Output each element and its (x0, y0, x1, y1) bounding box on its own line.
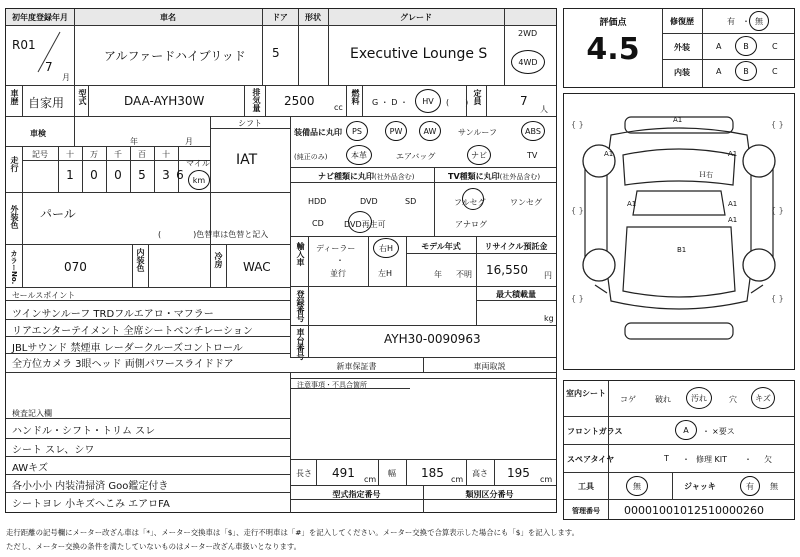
interior-seat-label: 室内シート (566, 389, 606, 398)
displacement: 2500 (284, 94, 315, 108)
equipment-sublabel: (純正のみ) (294, 153, 328, 161)
int-grade-c: C (772, 67, 778, 76)
height-value: 195 (507, 466, 530, 480)
damage-mark: A1 (604, 150, 614, 158)
mileage-col-10: 十 (66, 150, 74, 159)
capacity-unit: 人 (540, 105, 548, 114)
max-load-label: 最大積載量 (496, 290, 536, 299)
svg-text:{ }: { } (571, 294, 584, 303)
mileage-col-10000: 万 (90, 150, 98, 159)
recycle-unit: 円 (544, 271, 552, 280)
windshield-label: フロントガラス (567, 427, 623, 436)
mgmt-label: 管理番号 (572, 507, 600, 515)
mileage-km-circle (188, 170, 210, 190)
drive-2wd: 2WD (518, 29, 538, 38)
inspector-label: 検査記入欄 (12, 409, 52, 418)
color-no: 070 (64, 260, 87, 274)
sales-line: JBLサウンド 禁煙車 レーダークルーズコントロール (12, 343, 243, 354)
spare-kit: 修理 KIT (696, 455, 728, 464)
capacity-label: 定員 (473, 89, 482, 105)
mileage-col-1000: 千 (114, 150, 122, 159)
ext-grade-b-circle (735, 36, 757, 56)
ac-value: WAC (243, 260, 271, 274)
seat-burn: コゲ (620, 395, 636, 404)
chassis-no: AYH30-0090963 (384, 332, 481, 346)
damage-mark: A1 (673, 116, 683, 124)
sales-line: ツインサンルーフ TRDフルエアロ・マフラー (12, 309, 214, 320)
mileage-col-100: 百 (138, 150, 146, 159)
navi-cd: CD (312, 219, 324, 228)
windshield-x: ×要ス (712, 427, 735, 436)
repair-label: 修復歴 (670, 17, 694, 26)
equip-tv: TV (527, 151, 538, 160)
color-no-label: カラーNo. (10, 250, 18, 285)
equip-airbag: エアバッグ (396, 152, 436, 161)
type-no-label: 型式指定番号 (332, 490, 381, 499)
seat-stain-circle (686, 387, 712, 409)
equip-aw: AW (419, 121, 441, 141)
cc-unit: cc (334, 103, 343, 112)
reg-month: 7 (45, 60, 53, 74)
jack-yes-circle (740, 476, 760, 496)
mileage-col-symbol: 記号 (32, 150, 48, 159)
jack-yes: 有 (746, 481, 754, 491)
reg-no-label: 登録番号 (296, 290, 305, 322)
era-year: R01 (12, 38, 36, 52)
displacement-label: 排気量 (252, 88, 261, 112)
damage-mark: B1 (677, 246, 687, 254)
fuel-label: 燃料 (351, 89, 360, 105)
footer-note-2: ただし、メーター交換の条件を満たしていないものはメーター改ざん車扱いとなります。 (6, 542, 302, 551)
inspector-line: シートヨレ 小キズへこみ エアロFA (12, 499, 170, 510)
spare-tire-label: スペアタイヤ (567, 455, 615, 464)
inspector-line: AWキズ (12, 463, 48, 474)
shift-value: IAT (236, 152, 258, 168)
tv-label: TV種類に丸印(社外品含む) (448, 172, 541, 181)
repair-none: 無 (755, 16, 763, 26)
reg-year-label: 初年度登録年月 (12, 13, 68, 22)
equip-ps: PS (346, 121, 368, 141)
svg-text:{ }: { } (571, 206, 584, 215)
inspection-label: 車検 (30, 129, 46, 138)
damage-mark: Ｈ右 (699, 171, 713, 179)
model-year-unit: 年 (434, 270, 442, 279)
door-label: ドア (272, 13, 288, 22)
navi-dvd: DVD (360, 197, 378, 206)
footer-note-1: 走行距離の記号欄にメーター改ざん車は「*」、メーター交換車は「$」、走行不明車は「#」を記入してください。メーター交換で合算表示した場合にも「$」を記入します。 (6, 528, 579, 537)
capacity: 7 (520, 94, 528, 108)
sales-label: セールスポイント (12, 291, 76, 300)
inspection-year-unit: 年 (130, 137, 138, 146)
import-dot: ・ (336, 256, 344, 265)
color-label: 外装色 (10, 205, 19, 229)
mileage-digit: 0 (114, 168, 122, 182)
model-code: DAA-AYH30W (124, 94, 205, 108)
svg-text:{ }: { } (771, 294, 784, 303)
ext-grade-c: C (772, 42, 778, 51)
car-name-label: 車名 (160, 13, 176, 22)
jack-none: 無 (770, 482, 778, 491)
exterior-label: 外装 (674, 43, 690, 52)
width-unit: cm (451, 475, 464, 484)
int-grade-b: B (743, 66, 749, 76)
fuel-options: G ・ D ・ (372, 98, 408, 107)
repair-dot: ・ (742, 17, 750, 26)
ext-grade-a: A (716, 42, 722, 51)
fuel-hv-circle (415, 89, 441, 113)
use-value: 自家用 (28, 96, 65, 110)
tools-label: 工具 (578, 482, 594, 491)
spare-t: T (664, 454, 669, 463)
car-name: アルファードハイブリッド (104, 49, 246, 63)
width-label: 幅 (388, 469, 396, 478)
max-load-unit: kg (544, 314, 554, 323)
recycle-value: 16,550 (486, 263, 528, 277)
navi-hdd: HDD (308, 197, 327, 206)
model-year-label: モデル年式 (421, 242, 461, 251)
jack-label: ジャッキ (684, 482, 716, 491)
doors: 5 (272, 46, 280, 60)
score-label: 評価点 (599, 18, 627, 28)
inspection-month-unit: 月 (185, 137, 193, 146)
tv-oneseg: ワンセグ (510, 198, 542, 207)
model-label: 型式 (78, 89, 87, 105)
new-car-warranty: 新車保証書 (336, 362, 377, 371)
navi-label: ナビ種類に丸印(社外品含む) (318, 172, 415, 181)
equip-abs: ABS (521, 121, 545, 141)
length-value: 491 (332, 466, 355, 480)
fuel-paren: ( ) (446, 98, 469, 107)
car-outline (565, 95, 793, 368)
seat-hole: 穴 (729, 395, 737, 404)
body-shape-label: 形状 (305, 13, 321, 22)
damage-mark: A1 (627, 200, 637, 208)
tools-none-circle (626, 476, 648, 496)
import-dealer: ディーラー (316, 244, 356, 253)
shift-label: シフト (238, 119, 262, 128)
repair-none-circle (749, 11, 769, 31)
equipment-label: 装備品に丸印 (294, 128, 342, 137)
windshield-dot: ・ (702, 427, 710, 436)
int-grade-a: A (716, 67, 722, 76)
seat-tear: 破れ (655, 395, 671, 404)
reg-month-unit: 月 (62, 73, 70, 82)
color-note: ( )色替車は色替と記入 (158, 230, 269, 239)
import-left-h: 左H (378, 269, 393, 278)
car-manual: 車両取説 (473, 362, 506, 371)
class-no-label: 類別区分番号 (465, 490, 514, 499)
mileage-digit: 5 (138, 168, 146, 182)
navi-dvd-play-circle (348, 211, 372, 233)
import-right-h-circle (373, 238, 399, 258)
mileage-col-mile: マイル (186, 159, 210, 168)
mileage-digit: 1 (66, 168, 74, 182)
grade: Executive Lounge S (350, 46, 488, 62)
spare-none: 欠 (764, 455, 772, 464)
height-unit: cm (540, 475, 553, 484)
drive-4wd: 4WD (518, 57, 538, 67)
mileage-unit: km (192, 175, 206, 185)
tv-fullseg: フルセグ (454, 198, 486, 207)
equip-leather: 本革 (346, 145, 372, 165)
svg-text:{ }: { } (771, 120, 784, 129)
chassis-label: 車台番号 (296, 328, 305, 360)
tools-none: 無 (633, 481, 641, 491)
inspector-line: ハンドル・シフト・トリム スレ (12, 426, 156, 437)
model-year-unknown: 不明 (456, 270, 472, 279)
equip-sunroof: サンルーフ (458, 128, 497, 137)
fuel-selected: HV (422, 96, 434, 106)
interior-label: 内装 (674, 68, 690, 77)
int-grade-b-circle (735, 61, 757, 81)
interior-color-label: 内装色 (136, 248, 145, 272)
svg-text:{ }: { } (771, 206, 784, 215)
color-value: パール (40, 207, 76, 221)
inspector-line: 各小小小 内装清掃済 Goo鑑定付き (12, 481, 169, 492)
score-value: 4.5 (586, 32, 640, 67)
windshield-a-circle (675, 420, 697, 440)
sales-line: 全方位カメラ 3眼ヘッド 両側パワースライドドア (12, 359, 234, 370)
use-label: 車歴 (10, 89, 19, 105)
mileage-col-ten: 十 (162, 150, 170, 159)
notes-label: 注意事項・不具合箇所 (297, 381, 367, 389)
seat-scratch-circle (751, 387, 775, 409)
import-label: 輸入車 (296, 242, 305, 266)
height-label: 高さ (472, 469, 488, 478)
import-parallel: 並行 (330, 269, 346, 278)
equip-navi: ナビ (467, 145, 491, 165)
grade-label: グレード (400, 13, 432, 22)
ac-label: 冷房 (214, 252, 223, 268)
repair-yes: 有 (727, 17, 735, 26)
mgmt-value: 00001001012510000260 (624, 504, 764, 517)
drive-4wd-circle (511, 50, 545, 74)
damage-mark: A1 (728, 150, 738, 158)
width-value: 185 (421, 466, 444, 480)
svg-text:{ }: { } (571, 120, 584, 129)
damage-mark: A1 (728, 216, 738, 224)
mileage-digit: 6 (176, 168, 184, 182)
length-unit: cm (364, 475, 377, 484)
windshield-a: A (683, 425, 689, 435)
damage-mark: A1 (728, 200, 738, 208)
sales-line: リアエンターテイメント 全席シートベンチレーション (12, 326, 253, 337)
tv-fullseg-circle (462, 188, 484, 210)
seat-stain: 汚れ (691, 393, 707, 403)
navi-dvd-play: DVD再生可 (344, 220, 386, 229)
seat-scratch: キズ (755, 393, 771, 403)
mileage-digit: 3 (162, 168, 170, 182)
mileage-label: 走行 (10, 156, 19, 172)
tv-analog: アナログ (455, 220, 487, 229)
import-right-h: 右H (378, 243, 393, 253)
length-label: 長さ (296, 469, 312, 478)
spare-dot: ・ (682, 455, 690, 464)
mileage-digit: 0 (90, 168, 98, 182)
equip-pw: PW (385, 121, 407, 141)
ext-grade-b: B (743, 41, 749, 51)
navi-sd: SD (405, 197, 417, 206)
recycle-label: リサイクル預託金 (484, 242, 548, 251)
inspector-line: シート スレ、シワ (12, 445, 95, 456)
spare-sep: ・ (744, 455, 752, 464)
